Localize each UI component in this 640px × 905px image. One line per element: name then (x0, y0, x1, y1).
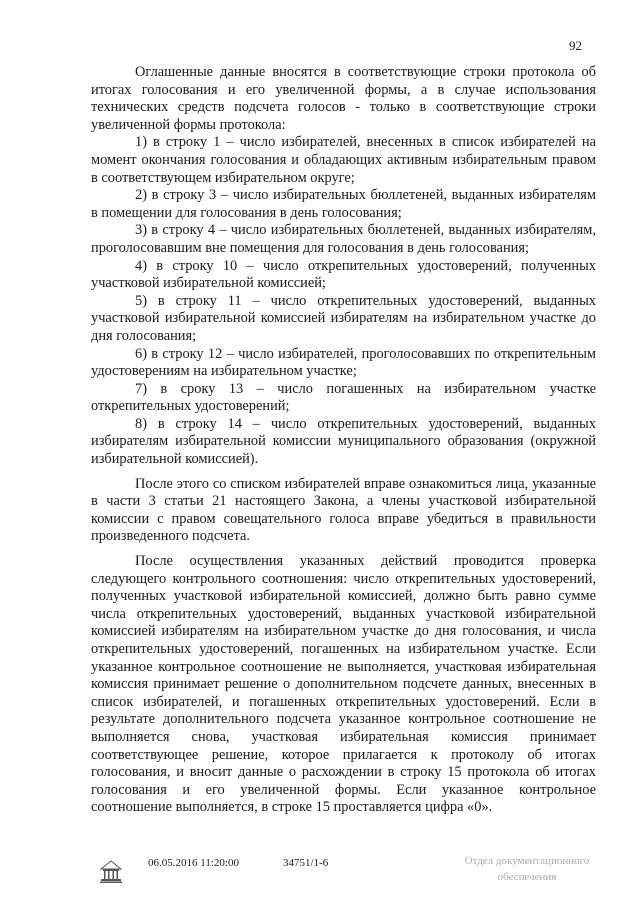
paragraph-control-check: После осуществления указанных действий проводится проверка следующего контрольного соотношения: число открепительных удостоверений, полученных участковой избирательной комиссией, должно быть равно сумме числа открепительных удостоверений, выданных участковой избирательной комиссией избирателям на избирательном участке до дня голосования, и числа открепительных удостоверений, погашенных на избирательном участке. Если указанное контрольное соотношение не выполняется, участковая избирательная комиссия принимает решение о дополнительном подсчете данных, внесенных в список избирателей, и погашенных открепительных удостоверений. Если в результате дополнительного подсчета указанное контрольное соотношение не выполняется снова, участковая избирательная комиссия принимает соответствующее решение, которое прилагается к протоколу об итогах голосования, и вносит данные о расхождении в строку 15 протокола об итогах голосования и его увеличенной формы. Если указанное контрольное соотношение выполняется, в строке 15 проставляется цифра «0». (91, 553, 596, 816)
stamp-line-1: Отдел документационного (464, 855, 590, 867)
department-stamp (452, 853, 602, 885)
stamp-line-2: обеспечения (497, 871, 557, 883)
footer-date: 06.05.2016 11:20:00 (148, 857, 239, 869)
page-footer (0, 853, 640, 893)
list-item-6: 6) в строку 12 – число избирателей, проголосовавших по открепительным удостоверениям на избирательном участке; (91, 345, 596, 380)
document-body (91, 64, 596, 817)
list-item-2: 2) в строку 3 – число избирательных бюллетеней, выданных избирателям в помещении для голосования в день голосования; (91, 187, 596, 221)
paragraph-intro: Оглашенные данные вносятся в соответствующие строки протокола об итогах голосования и его увеличенной формы, а в случае использования технических средств подсчета голосов - только в соответствующие строки увеличенной формы протокола: (91, 64, 596, 133)
footer-document-code: 34751/1-6 (283, 857, 329, 869)
list-item-8: 8) в строку 14 – число открепительных удостоверений, выданных избирателям избирательной комиссии муниципального образования (окружной избирательной комиссией). (91, 415, 596, 468)
page-number: 92 (569, 38, 582, 53)
list-item-1: 1) в строку 1 – число избирателей, внесенных в список избирателей на момент окончания голосования и обладающих активным избирательным правом в соответствующем избирательном округе; (91, 134, 596, 186)
list-item-4: 4) в строку 10 – число открепительных удостоверений, полученных участковой избирательной комиссией; (91, 257, 596, 292)
list-item-3: 3) в строку 4 – число избирательных бюллетеней, выданных избирателям, проголосовавшим вне помещения для голосования в день голосования; (91, 222, 596, 256)
list-item-7: 7) в сроку 13 – число погашенных на избирательном участке открепительных удостоверений; (91, 380, 596, 415)
paragraph-review: После этого со списком избирателей вправе ознакомиться лица, указанные в части 3 статьи 21 настоящего Закона, а члены участковой избирательной комиссии с правом совещательного голоса вправе убедиться в правильности произведенного подсчета. (91, 475, 596, 545)
list-item-5: 5) в строку 11 – число открепительных удостоверений, выданных участковой избирательной комиссией избирателям на избирательном участке до дня голосования; (91, 292, 596, 344)
building-emblem-icon (97, 857, 125, 885)
